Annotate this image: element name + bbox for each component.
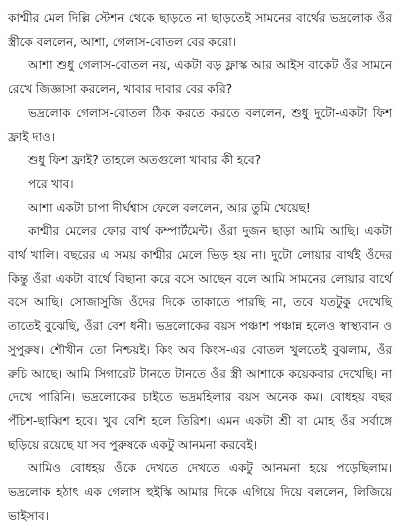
book-page-text: [8, 7, 392, 528]
paragraph-3: ভদ্রলোক গেলাস-বোতল ঠিক করতে করতে বললেন, শুধু দুটো-একটা ফিশ ফ্রাই দাও।: [8, 105, 392, 144]
paragraph-8: আমিও বোধহয় ওঁকে দেখতে দেখতে একটু আনমনা হয়ে পড়েছিলাম। ভদ্রলোক হঠাৎ এক গেলাস হুইস্কি আমার দিকে এগিয়ে দিয়ে বললেন, লিজিয়ে ভাইসাব।: [8, 461, 392, 523]
paragraph-4: শুধু ফিশ ফ্রাই? তাহলে অতগুলো খাবার কী হবে?: [28, 153, 261, 168]
paragraph-2: আশা শুধু গেলাস-বোতল নয়, একটা বড় ফ্লাস্ক আর আইস বাকেট ওঁর সামনে রেখে জিজ্ঞাসা করলেন, খাবার দাবার বের করি?: [8, 58, 392, 97]
paragraph-5: পরে খাব।: [28, 176, 74, 191]
paragraph-7: কাশ্মীর মেলের ফোর বার্থ কম্পার্টমেন্ট। ওঁরা দুজন ছাড়া আমি আছি। একটা বার্থ খালি। বছরের এ সময় কাশ্মীর মেলে ভিড় হয় না। দুটো লোয়ার বার্থই ওঁদের কিন্তু ওঁরা একটা বার্থে বিছানা করে বসে আছেন বলে আমি সামনের লোয়ার বার্থে বসে আছি। সোজাসুজি ওঁদের দিকে তাকাতে পারছি না, তবে যতটুকু দেখেছি তাতেই বুঝেছি, ওঁরা বেশ ধনী। ভদ্রলোকের বয়স পঞ্চাশ পঞ্চান্ন হলেও স্বাস্থ্যবান ও সুপুরুষ। শৌখীন তো নিশ্চয়ই। কিং অব কিংস-এর বোতল খুলতেই বুঝলাম, ওঁর রুচি আছে। আমি সিগারেট টানতে টানতে ওঁর স্ত্রী আশাকে কয়েকবার দেখেছি। না দেখে পারিনি। ভদ্রলোকের চাইতে ভদ্রমহিলার বয়স অনেক কম। বোধহয় বছর পঁচিশ-ছাব্বিশ হবে। খুব বেশি হলে তিরিশ। এমন একটা শ্রী বা মোহ ওঁর সর্বাঙ্গে ছড়িয়ে রয়েছে যা সব পুরুষকে একটু আনমনা করবেই।: [8, 224, 392, 452]
paragraph-6: আশা একটা চাপা দীর্ঘশ্বাস ফেলে বললেন, আর তুমি খেয়েছ!: [28, 200, 311, 215]
paragraph-1: কাশ্মীর মেল দিল্লি স্টেশন থেকে ছাড়তে না ছাড়তেই সামনের বার্থের ভদ্রলোক ওঁর স্ত্রীকে বললেন, আশা, গেলাস-বোতল বের করো।: [8, 11, 392, 49]
